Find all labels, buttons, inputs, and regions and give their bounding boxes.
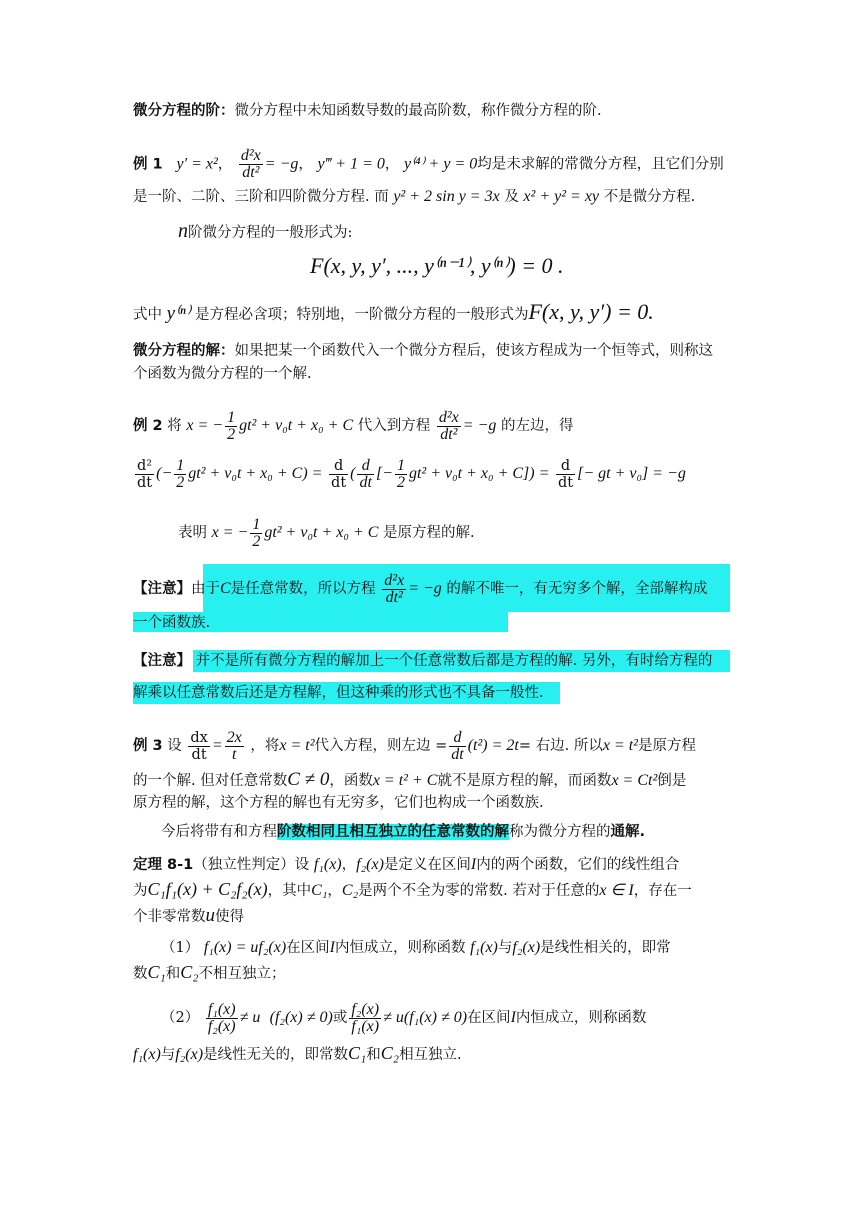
def-solution-text2: 个函数为微分方程的一个解. bbox=[133, 366, 312, 382]
theorem-f1: f₁(x) bbox=[313, 856, 342, 873]
ex2-half-den: 2 bbox=[227, 425, 236, 443]
ex1-line2 bbox=[133, 187, 695, 207]
ex3-text9: 倒是 bbox=[657, 773, 687, 789]
theorem-I: I bbox=[470, 856, 477, 873]
ex1-text1: 均是未求解的常微分方程，且它们分别 bbox=[477, 156, 724, 173]
general-solution-mid: 称为微分方程的 bbox=[509, 824, 611, 840]
general-solution-term: 通解. bbox=[610, 824, 646, 840]
note2-label: 【注意】 bbox=[133, 653, 191, 669]
ex2-sub-pre: x = − bbox=[186, 417, 224, 434]
ex3-label: 例 3 bbox=[133, 738, 163, 754]
case2-c1-const: C₁ bbox=[348, 1043, 367, 1063]
theorem-xinI: x ∈ I bbox=[599, 882, 634, 899]
general-form-note-mid: 是方程必含项；特别地，一阶微分方程的一般形式为 bbox=[194, 307, 529, 323]
ex2-d2-num: d² bbox=[137, 457, 153, 474]
ex3-text2: ，将 bbox=[250, 738, 280, 754]
ex2-d1-frac-c bbox=[556, 458, 575, 491]
ex2-text3: 的左边，得 bbox=[500, 418, 574, 434]
ex2-eq-frac bbox=[437, 410, 461, 443]
ex3-eq-num: dx bbox=[190, 729, 208, 746]
ex2-long-3: [− bbox=[375, 465, 393, 482]
theorem-case1-line2 bbox=[133, 962, 286, 984]
ex1-text3: 及 bbox=[504, 189, 519, 205]
theorem-line1 bbox=[133, 855, 679, 875]
case2-c2: ≠ u(f₁(x) ≠ 0) bbox=[383, 1009, 468, 1026]
case2-frac2 bbox=[349, 1002, 381, 1035]
ex3-d-frac bbox=[449, 730, 465, 763]
ex2-d1a-num: d bbox=[329, 458, 348, 475]
ex2-d1-frac-a bbox=[329, 458, 348, 491]
theorem-text6: ，存在一 bbox=[633, 883, 692, 899]
case1-t7: 不相互独立； bbox=[198, 966, 286, 982]
theorem-sep: ， bbox=[341, 857, 357, 873]
case2-d2: f₁(x) bbox=[351, 1017, 380, 1035]
theorem-text4: ，其中 bbox=[267, 883, 312, 899]
theorem-text3: 为 bbox=[133, 883, 148, 899]
ex3-eq-den: dt bbox=[191, 746, 207, 763]
ex2-long-half2-den: 2 bbox=[396, 473, 405, 491]
case2-f1: f₁(x) bbox=[133, 1046, 161, 1063]
general-form-intro bbox=[178, 221, 352, 243]
ex2-long-half1-den: 2 bbox=[176, 473, 185, 491]
theorem-f2: f₂(x) bbox=[356, 856, 384, 873]
ex1-eq-b-num: d²x bbox=[240, 147, 261, 164]
general-solution-pre: 今后将带有和方程 bbox=[161, 824, 277, 840]
ex1-eq-a: y′ = x² bbox=[176, 155, 218, 173]
note1-var: C bbox=[220, 580, 231, 597]
ex3-f1: x = t² + C bbox=[372, 772, 438, 789]
note1-label: 【注意】 bbox=[133, 581, 191, 597]
ex3-eq-frac-right bbox=[225, 730, 244, 763]
ex2-d1a-den: dt bbox=[331, 474, 347, 491]
ex2-text1: 将 bbox=[167, 418, 182, 434]
theorem-c2: C₂ bbox=[341, 882, 359, 899]
ex2-long-formula: $\frac{\text{d²}}{dt}$ (− $\frac{1}{2}$ gt² + v₀t + x₀ + C) = $\frac{d}{dt}$ ( $\frac{d}{dt}$ [− $\frac{1}{2}$ gt² + v₀t + x₀ + C]) = $\frac{d}{dt}$ [− gt + v₀] = −g bbox=[137, 456, 686, 491]
ex2-conclude-post: 是原方程的解. bbox=[383, 525, 475, 541]
theorem-text8: 使得 bbox=[215, 909, 244, 925]
ex1-eq-d: y⁽⁴⁾ + y = 0 bbox=[404, 155, 478, 173]
case1-t6: 和 bbox=[165, 966, 181, 982]
ex3-line3 bbox=[133, 793, 544, 813]
ex1-text2: 是一阶、二阶、三阶和四阶微分方程. 而 bbox=[133, 189, 389, 205]
theorem-case2-line1 bbox=[161, 995, 646, 1041]
note1-line1 bbox=[133, 567, 707, 611]
theorem-c1: C₁ bbox=[311, 882, 328, 899]
theorem-case1-line1 bbox=[161, 938, 671, 958]
ex2-conclude-half-den: 2 bbox=[252, 532, 261, 550]
ex1-eq-b-rhs: = −g bbox=[264, 155, 299, 173]
note2-text1: 并不是所有微分方程的解加上一个任意常数后都是方程的解. 另外，有时给方程的 bbox=[195, 653, 713, 669]
def-order-label: 微分方程的阶： bbox=[133, 103, 235, 119]
ex2-long-half2-num: 1 bbox=[396, 456, 405, 474]
note1-text4: 一个函数族. bbox=[133, 615, 211, 631]
ex1-line1: 例 1 y′ = x²， $\frac{\text{d²x}}{\text{dt²}}$ = −g， y‴ + 1 = 0， y⁽⁴⁾ + y = 0均是未求解的常微分方程，且它们分别 bbox=[133, 147, 724, 181]
case2-no: （2） bbox=[161, 1010, 200, 1026]
ex3-text8: 就不是原方程的解，而函数 bbox=[437, 773, 612, 789]
case2-d1: f₂(x) bbox=[207, 1017, 236, 1035]
general-form-note-var: y⁽ⁿ⁾ bbox=[166, 303, 191, 324]
ex3-line1: 例 3 设 $\frac{dx}{dt}$ = $\frac{2x}{t}$ ，将x = t²代入方程，则左边 = $\frac{d}{dt}$ (t²) = 2t= 右边. 所以x = t²是原方程 bbox=[133, 728, 696, 763]
ex2-d1b-num: d bbox=[357, 458, 373, 475]
def-solution-line1 bbox=[133, 341, 713, 361]
ex2-line1 bbox=[133, 402, 573, 450]
ex3-text6: 的一个解. 但对任意常数 bbox=[133, 773, 288, 789]
case2-n2: f₂(x) bbox=[351, 1000, 380, 1018]
case1-eq: f₁(x) = uf₂(x) bbox=[203, 939, 287, 956]
def-solution-label: 微分方程的解： bbox=[133, 343, 235, 359]
ex3-d-post: (t²) = 2t bbox=[467, 737, 519, 754]
note1-text3: 的解不唯一，有无穷多个解，全部解构成 bbox=[446, 581, 708, 597]
ex2-long-half2 bbox=[395, 458, 407, 491]
ex1-eq-e: y² + 2 sin y = 3x bbox=[393, 188, 500, 205]
case1-t5: 数 bbox=[133, 966, 148, 982]
note1-eq-num: d²x bbox=[384, 571, 405, 589]
case1-no: （1） bbox=[161, 940, 200, 956]
note1-eq-den: dt² bbox=[385, 588, 403, 606]
case2-c2-const: C₂ bbox=[380, 1043, 400, 1063]
theorem-text7: 个非零常数 bbox=[133, 909, 206, 925]
ex2-eq-num: d²x bbox=[438, 408, 459, 426]
ex2-half-num: 1 bbox=[227, 408, 236, 426]
note1-line2 bbox=[133, 613, 210, 633]
theorem-text2: 内的两个函数，它们的线性组合 bbox=[476, 857, 680, 873]
theorem-line3 bbox=[133, 906, 244, 927]
note2-text2: 解乘以任意常数后还是方程解，但这种乘的形式也不具备一般性. bbox=[133, 685, 544, 701]
case2-c1: (f₂(x) ≠ 0) bbox=[269, 1009, 333, 1026]
case1-t2: 内恒成立，则称函数 bbox=[335, 940, 466, 956]
ex3-sub2: x = t² bbox=[602, 737, 638, 754]
general-solution-line bbox=[161, 822, 645, 842]
ex2-long-2: gt² + v₀t + x₀ + C) = bbox=[188, 465, 323, 482]
ex2-sub-post: gt² + v₀t + x₀ + C bbox=[239, 417, 354, 434]
case1-c1: C₁ bbox=[147, 962, 166, 982]
general-form-note bbox=[133, 299, 654, 325]
case2-ne: ≠ u bbox=[239, 1009, 261, 1026]
ex2-conclude-pre: 表明 bbox=[178, 525, 207, 541]
case2-t5: 和 bbox=[366, 1047, 381, 1063]
ex3-text7: ，函数 bbox=[329, 773, 373, 789]
case2-t6: 相互独立. bbox=[399, 1047, 462, 1063]
case1-t4: 是线性相关的，即常 bbox=[540, 940, 671, 956]
ex1-eq-b-den: dt² bbox=[242, 164, 260, 181]
theorem-text5: 是两个不全为零的常数. 若对于任意的 bbox=[358, 883, 600, 899]
ex2-text2: 代入到方程 bbox=[357, 418, 431, 434]
note1-eq-frac bbox=[382, 573, 406, 606]
def-order-line bbox=[133, 101, 602, 121]
general-form-note-formula: F(x, y, y′) = 0. bbox=[528, 299, 654, 324]
theorem-paren: （独立性判定）设 bbox=[193, 857, 310, 873]
case2-t3: 与 bbox=[160, 1047, 176, 1063]
general-form-formula: F(x, y, y′, ..., y⁽ⁿ⁻¹⁾, y⁽ⁿ⁾) = 0 . bbox=[310, 253, 564, 278]
case1-f1: f₁(x) bbox=[470, 939, 498, 956]
theorem-text1: 是定义在区间 bbox=[383, 857, 471, 873]
case1-f2: f₂(x) bbox=[512, 939, 541, 956]
case2-t4: 是线性无关的，即常数 bbox=[203, 1047, 349, 1063]
ex3-sub1: x = t² bbox=[279, 737, 315, 754]
ex3-text1: 设 bbox=[167, 738, 182, 754]
theorem-combo: C₁f₁(x) + C₂f₂(x) bbox=[147, 879, 268, 899]
ex3-eq-rnum: 2x bbox=[226, 728, 242, 746]
general-form-n: n bbox=[178, 220, 188, 242]
ex2-long-half1 bbox=[174, 458, 186, 491]
case1-t1: 在区间 bbox=[286, 940, 330, 956]
ex1-eq-f: x² + y² = xy bbox=[523, 188, 600, 205]
case2-I: I bbox=[510, 1009, 516, 1026]
ex2-d1c-num: d bbox=[556, 458, 575, 475]
theorem-line2 bbox=[133, 879, 692, 901]
ex1-label: 例 1 bbox=[133, 156, 163, 173]
ex2-eq-rhs: = −g bbox=[462, 417, 497, 434]
case2-f2: f₂(x) bbox=[175, 1046, 204, 1063]
ex3-d-num: d bbox=[449, 730, 465, 747]
ex2-conclude-half bbox=[250, 517, 262, 550]
note1-eq-rhs: = −g bbox=[408, 580, 442, 597]
case2-or: 或 bbox=[332, 1010, 348, 1026]
ex2-conclude-sub-post: gt² + v₀t + x₀ + C bbox=[264, 524, 379, 541]
note1-text1: 由于 bbox=[191, 581, 220, 597]
general-form-formula-line bbox=[310, 253, 564, 279]
case1-c2: C₂ bbox=[180, 962, 199, 982]
theorem-label: 定理 8-1 bbox=[133, 857, 194, 873]
general-solution-highlight: 阶数相同且相互独立的任意常数的解 bbox=[277, 824, 509, 840]
ex2-d1-frac-b bbox=[357, 458, 373, 491]
case2-t1: 在区间 bbox=[467, 1010, 511, 1026]
ex3-line2 bbox=[133, 770, 686, 791]
ex2-conclusion bbox=[178, 511, 475, 555]
ex2-d1b-den: dt bbox=[359, 473, 372, 491]
ex3-d-den: dt bbox=[451, 745, 464, 763]
case1-t3: 与 bbox=[497, 940, 513, 956]
ex2-conclude-half-num: 1 bbox=[252, 515, 261, 533]
note2-line2 bbox=[133, 683, 544, 703]
ex2-long-half1-num: 1 bbox=[176, 456, 185, 474]
ex3-eq-frac-left bbox=[188, 730, 209, 763]
ex2-d2-den: dt bbox=[137, 474, 153, 491]
note1-text2: 是任意常数，所以方程 bbox=[230, 581, 376, 597]
case1-I: I bbox=[329, 939, 335, 956]
case2-n1: f₁(x) bbox=[207, 1000, 236, 1018]
ex2-half-frac bbox=[225, 410, 237, 443]
ex1-eq-c: y‴ + 1 = 0 bbox=[317, 155, 385, 173]
ex3-text5: 是原方程 bbox=[637, 738, 696, 754]
ex1-text4: 不是微分方程. bbox=[603, 189, 696, 205]
general-form-text: 阶微分方程的一般形式为: bbox=[188, 225, 353, 241]
ex2-long-4: gt² + v₀t + x₀ + C]) = bbox=[408, 465, 550, 482]
ex3-text3: 代入方程，则左边 = bbox=[314, 738, 448, 754]
ex3-eq-rden: t bbox=[231, 745, 237, 763]
theorem-case2-line2 bbox=[133, 1043, 462, 1065]
general-form-note-pre: 式中 bbox=[133, 307, 162, 323]
case2-t2: 内恒成立，则称函数 bbox=[515, 1010, 647, 1026]
case2-frac1 bbox=[206, 1002, 238, 1035]
ex3-text4: = 右边. 所以 bbox=[518, 738, 603, 754]
ex3-text10: 原方程的解，这个方程的解也有无穷多，它们也构成一个函数族. bbox=[133, 795, 544, 811]
note2-line1 bbox=[133, 651, 712, 671]
theorem-u: u bbox=[205, 905, 215, 926]
ex2-d1c-den: dt bbox=[558, 474, 574, 491]
def-order-text: 微分方程中未知函数导数的最高阶数，称作微分方程的阶. bbox=[234, 103, 602, 119]
theorem-sep2: ， bbox=[327, 883, 342, 899]
ex3-f2: x = Ct² bbox=[611, 772, 658, 789]
def-solution-text1: 如果把某一个函数代入一个微分方程后，使该方程成为一个恒等式，则称这 bbox=[234, 343, 713, 359]
ex2-long-1: (− bbox=[156, 465, 173, 482]
ex2-conclude-sub-pre: x = − bbox=[211, 524, 249, 541]
ex2-d2-frac bbox=[135, 458, 154, 491]
ex1-eq-b-frac bbox=[239, 148, 263, 181]
ex2-eq-den: dt² bbox=[440, 425, 458, 443]
ex3-cond: C ≠ 0 bbox=[287, 769, 330, 790]
ex2-long-5: [− gt + v₀] = −g bbox=[577, 465, 686, 482]
ex2-label: 例 2 bbox=[133, 418, 163, 434]
def-solution-line2 bbox=[133, 364, 312, 384]
